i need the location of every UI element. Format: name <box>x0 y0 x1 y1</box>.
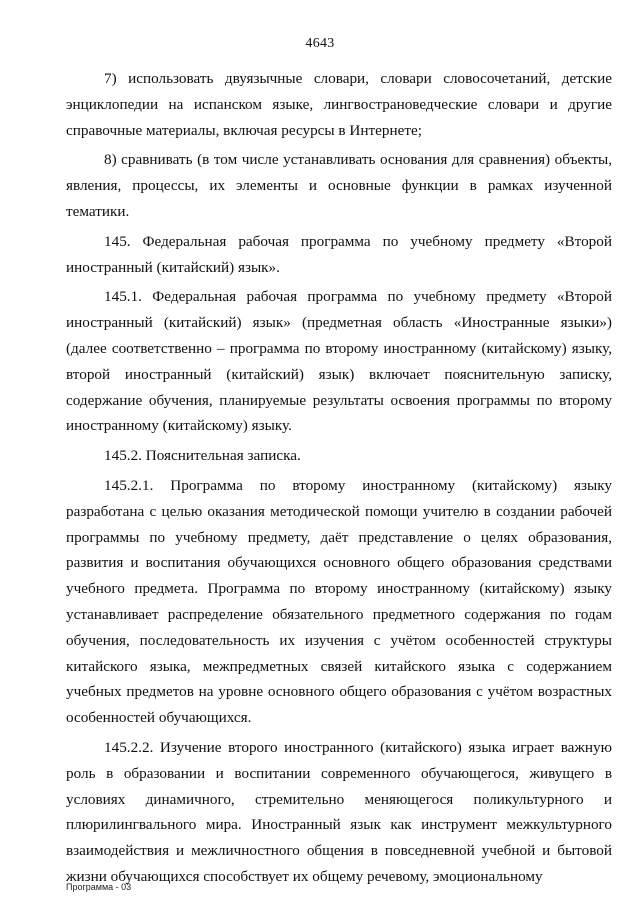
document-body <box>66 66 612 894</box>
footer-label: Программа - 03 <box>66 882 132 892</box>
paragraph-item-8: 8) сравнивать (в том числе устанавливать основания для сравнения) объекты, явления, процессы, их элементы и основные функции в рамках изученной тематики. <box>66 151 612 220</box>
paragraph-section-145-1: 145.1. Федеральная рабочая программа по учебному предмету «Второй иностранный (китайский) язык» (предметная область «Иностранные языки») (далее соответственно – программа по второму иностранному (китайскому) языку, второй иностранный (китайский) язык) включает пояснительную записку, содержание обучения, планируемые результаты освоения программы по второму иностранному (китайскому) языку. <box>66 288 612 435</box>
paragraph-section-145: 145. Федеральная рабочая программа по учебному предмету «Второй иностранный (китайский) язык». <box>66 232 612 276</box>
paragraph-section-145-2: 145.2. Пояснительная записка. <box>104 447 301 465</box>
paragraph-item-7: 7) использовать двуязычные словари, словари словосочетаний, детские энциклопедии на испанском языке, лингвострановедческие словари и другие справочные материалы, включая ресурсы в Интернете; <box>66 70 612 139</box>
paragraph-section-145-2-1: 145.2.1. Программа по второму иностранному (китайскому) языку разработана с целью оказания методической помощи учителю в создании рабочей программы по учебному предмету, даёт представление о целях образования, развития и воспитания обучающихся основного общего образования средствами учебного предмета. Программа по второму иностранному (китайскому) языку устанавливает распределение обязательного предметного содержания по годам обучения, последовательность их изучения с учётом особенностей структуры китайского языка, межпредметных связей китайского языка с содержанием учебных предметов на уровне основного общего образования с учётом возрастных особенностей обучающихся. <box>66 476 612 727</box>
paragraph-section-145-2-2: 145.2.2. Изучение второго иностранного (китайского) языка играет важную роль в образовании и воспитании современного обучающегося, живущего в условиях динамичного, стремительно меняющегося поликультурного и плюрилингвального мира. Иностранный язык как инструмент межкультурного взаимодействия и межличностного общения в повседневной учебной и бытовой жизни обучающихся способствует их общему речевому, эмоциональному <box>66 738 612 885</box>
page-number: 4643 <box>305 36 335 51</box>
